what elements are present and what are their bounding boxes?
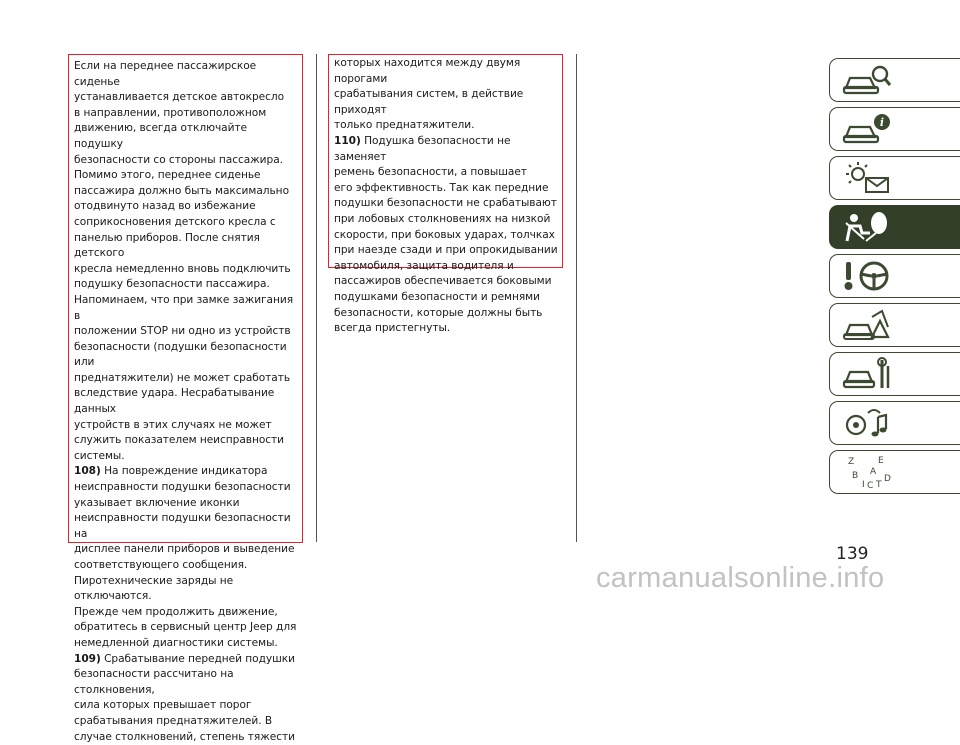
column-divider-left (316, 54, 317, 542)
note-110-text: Подушка безопасности не заменяет ремень безопасности, а повышает его эффективность. Так как передние подушки безопасности не срабатывают при лобовых столкновениях на низкой скорости, при боковых ударах, толчках при наезде сзади и при опрокидывании автомобиля, защита водителя и пассажиров обеспечивается боковыми подушками безопасности и ремнями безопасности, которые должны быть всегда пристегнуты. (334, 134, 558, 335)
index-letter-e: E (878, 456, 884, 466)
note-108 (74, 464, 298, 651)
watermark: carmanualsonline.info (596, 562, 885, 594)
tab-warning-lights[interactable] (829, 156, 960, 200)
column-divider-right (576, 54, 577, 542)
tab-index[interactable] (829, 450, 960, 494)
svg-text:i: i (879, 116, 885, 129)
right-text-box (328, 54, 563, 335)
warning-lights-icon (842, 160, 892, 196)
steering-wheel-icon (842, 258, 892, 294)
note-109-number: 109) (74, 652, 101, 665)
tab-maintenance[interactable] (829, 352, 960, 396)
left-text-box (68, 54, 303, 743)
note-108-number: 108) (74, 465, 101, 478)
safety-airbag-icon (842, 209, 892, 245)
tab-starting-driving[interactable] (829, 254, 960, 298)
tab-emergency[interactable] (829, 303, 960, 347)
car-search-icon (842, 62, 892, 98)
index-letter-z: Z (848, 457, 855, 467)
multimedia-icon (842, 405, 892, 441)
note-110 (334, 134, 558, 337)
tab-car-info[interactable] (829, 107, 960, 151)
tab-car-search[interactable] (829, 58, 960, 102)
tab-multimedia[interactable] (829, 401, 960, 445)
page-number: 139 (836, 544, 869, 564)
note-108-text: На повреждение индикатора неисправности подушки безопасности указывает включение иконки неисправности подушки безопасности на дисплее панели приборов и выведение соответствующего сообщения. Пиротехнические заряды не отключаются. Прежде чем продолжить движение, обратитесь в сервисный центр Jeep для немедленной диагностики системы. (74, 465, 297, 649)
car-info-icon (842, 111, 892, 147)
car-maintenance-icon (842, 356, 892, 392)
alphabetical-index-icon (842, 454, 892, 490)
intro-paragraph: Если на переднее пассажирское сиденье устанавливается детское автокресло в направлении, противоположном движению, всегда отключайте подушку безопасности со стороны пассажира. Помимо этого, переднее сиденье пассажира должно быть максимально отодвинуто назад во избежание соприкосновения детского кресла с панелью приборов. После снятия детского кресла немедленно вновь подключить подушку безопасности пассажира. Напоминаем, что при замке зажигания в положении STOP ни одно из устройств безопасности (подушки безопасности или преднатяжители) не может сработать вследствие удара. Несрабатывание данных устройств в этих случаях не может служить показателем неисправности системы. (74, 60, 294, 462)
continuation-paragraph: которых находится между двумя порогами срабатывания систем, в действие приходят только преднатяжители. (334, 57, 524, 132)
tab-safety[interactable] (829, 205, 960, 249)
index-letter-b: B (852, 471, 859, 481)
emergency-icon (842, 307, 892, 343)
note-110-number: 110) (334, 134, 361, 147)
index-letter-c: C (867, 481, 874, 490)
note-109-text: Срабатывание передней подушки безопасности рассчитано на столкновения, сила которых превышает порог срабатывания преднатяжителей. В случае столкновений, степень тяжести (74, 652, 295, 743)
note-109 (74, 652, 298, 745)
index-letter-i: I (862, 480, 865, 490)
index-letter-d: D (884, 474, 891, 484)
index-letter-t: T (876, 480, 882, 490)
index-letter-a: A (870, 467, 877, 477)
